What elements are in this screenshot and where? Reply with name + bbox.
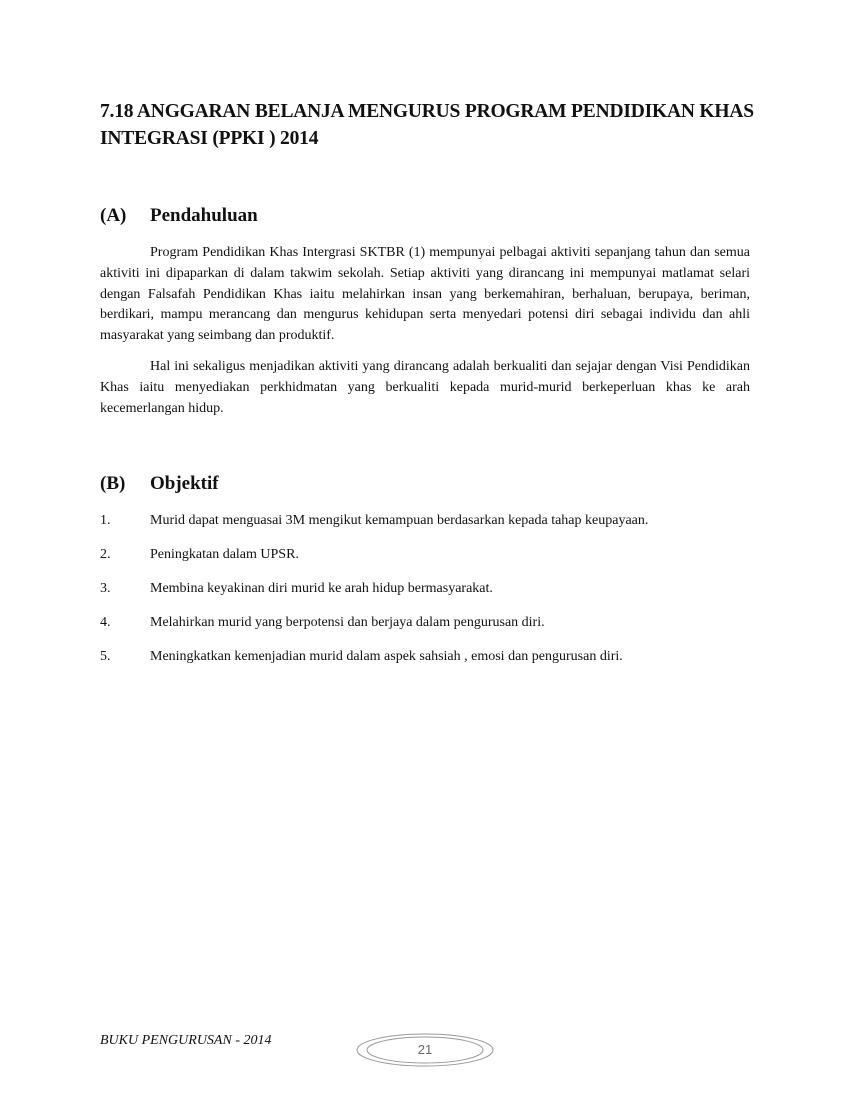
objective-item xyxy=(100,513,648,529)
intro-paragraph-1: Program Pendidikan Khas Intergrasi SKTBR (1) mempunyai pelbagai aktiviti sepanjang tahun dan semua aktiviti ini dipaparkan di dalam takwim sekolah. Setiap aktiviti yang dirancang ini mempunyai matlamat selari dengan Falsafah Pendidikan Khas iaitu melahirkan insan yang berkemahiran, berhaluan, berupaya, beriman, berdikari, mampu merancang dan mengurus kehidupan serta menyedari potensi diri sebagai individu dan ahli masyarakat yang seimbang dan produktif. xyxy=(100,245,750,344)
objective-item xyxy=(100,581,493,597)
objective-text: Peningkatan dalam UPSR. xyxy=(150,547,299,562)
objective-item xyxy=(100,615,545,631)
objective-text: Meningkatkan kemenjadian murid dalam aspek sahsiah , emosi dan pengurusan diri. xyxy=(150,649,623,664)
section-a-title: Pendahuluan xyxy=(150,205,258,226)
section-a-heading xyxy=(100,205,258,227)
objective-number: 3. xyxy=(100,581,111,596)
objective-item xyxy=(100,547,299,563)
objective-number: 4. xyxy=(100,615,111,630)
section-b-number: (B) xyxy=(100,473,126,494)
objective-number: 5. xyxy=(100,649,111,664)
objective-text: Murid dapat menguasai 3M mengikut kemampuan berdasarkan kepada tahap keupayaan. xyxy=(150,513,649,528)
section-b-title: Objektif xyxy=(150,473,219,494)
objective-number: 2. xyxy=(100,547,111,562)
intro-paragraph-2: Hal ini sekaligus menjadikan aktiviti yang dirancang adalah berkualiti dan sejajar dengan Visi Pendidikan Khas iaitu menyediakan perkhidmatan yang berkualiti kepada murid-murid berkeperluan khas ke arah kecemerlangan hidup. xyxy=(100,359,750,416)
page-number: 21 xyxy=(417,1042,433,1057)
page-title: 7.18 ANGGARAN BELANJA MENGURUS PROGRAM PENDIDIKAN KHAS INTEGRASI (PPKI ) 2014 xyxy=(100,101,754,149)
objective-number: 1. xyxy=(100,513,111,528)
section-b-heading xyxy=(100,473,219,495)
section-a-number: (A) xyxy=(100,205,127,226)
objective-text: Membina keyakinan diri murid ke arah hidup bermasyarakat. xyxy=(150,581,493,596)
footer-book-title: BUKU PENGURUSAN - 2014 xyxy=(100,1033,272,1048)
objective-text: Melahirkan murid yang berpotensi dan berjaya dalam pengurusan diri. xyxy=(150,615,545,630)
objective-item xyxy=(100,649,623,665)
page-number-badge xyxy=(355,1032,495,1068)
